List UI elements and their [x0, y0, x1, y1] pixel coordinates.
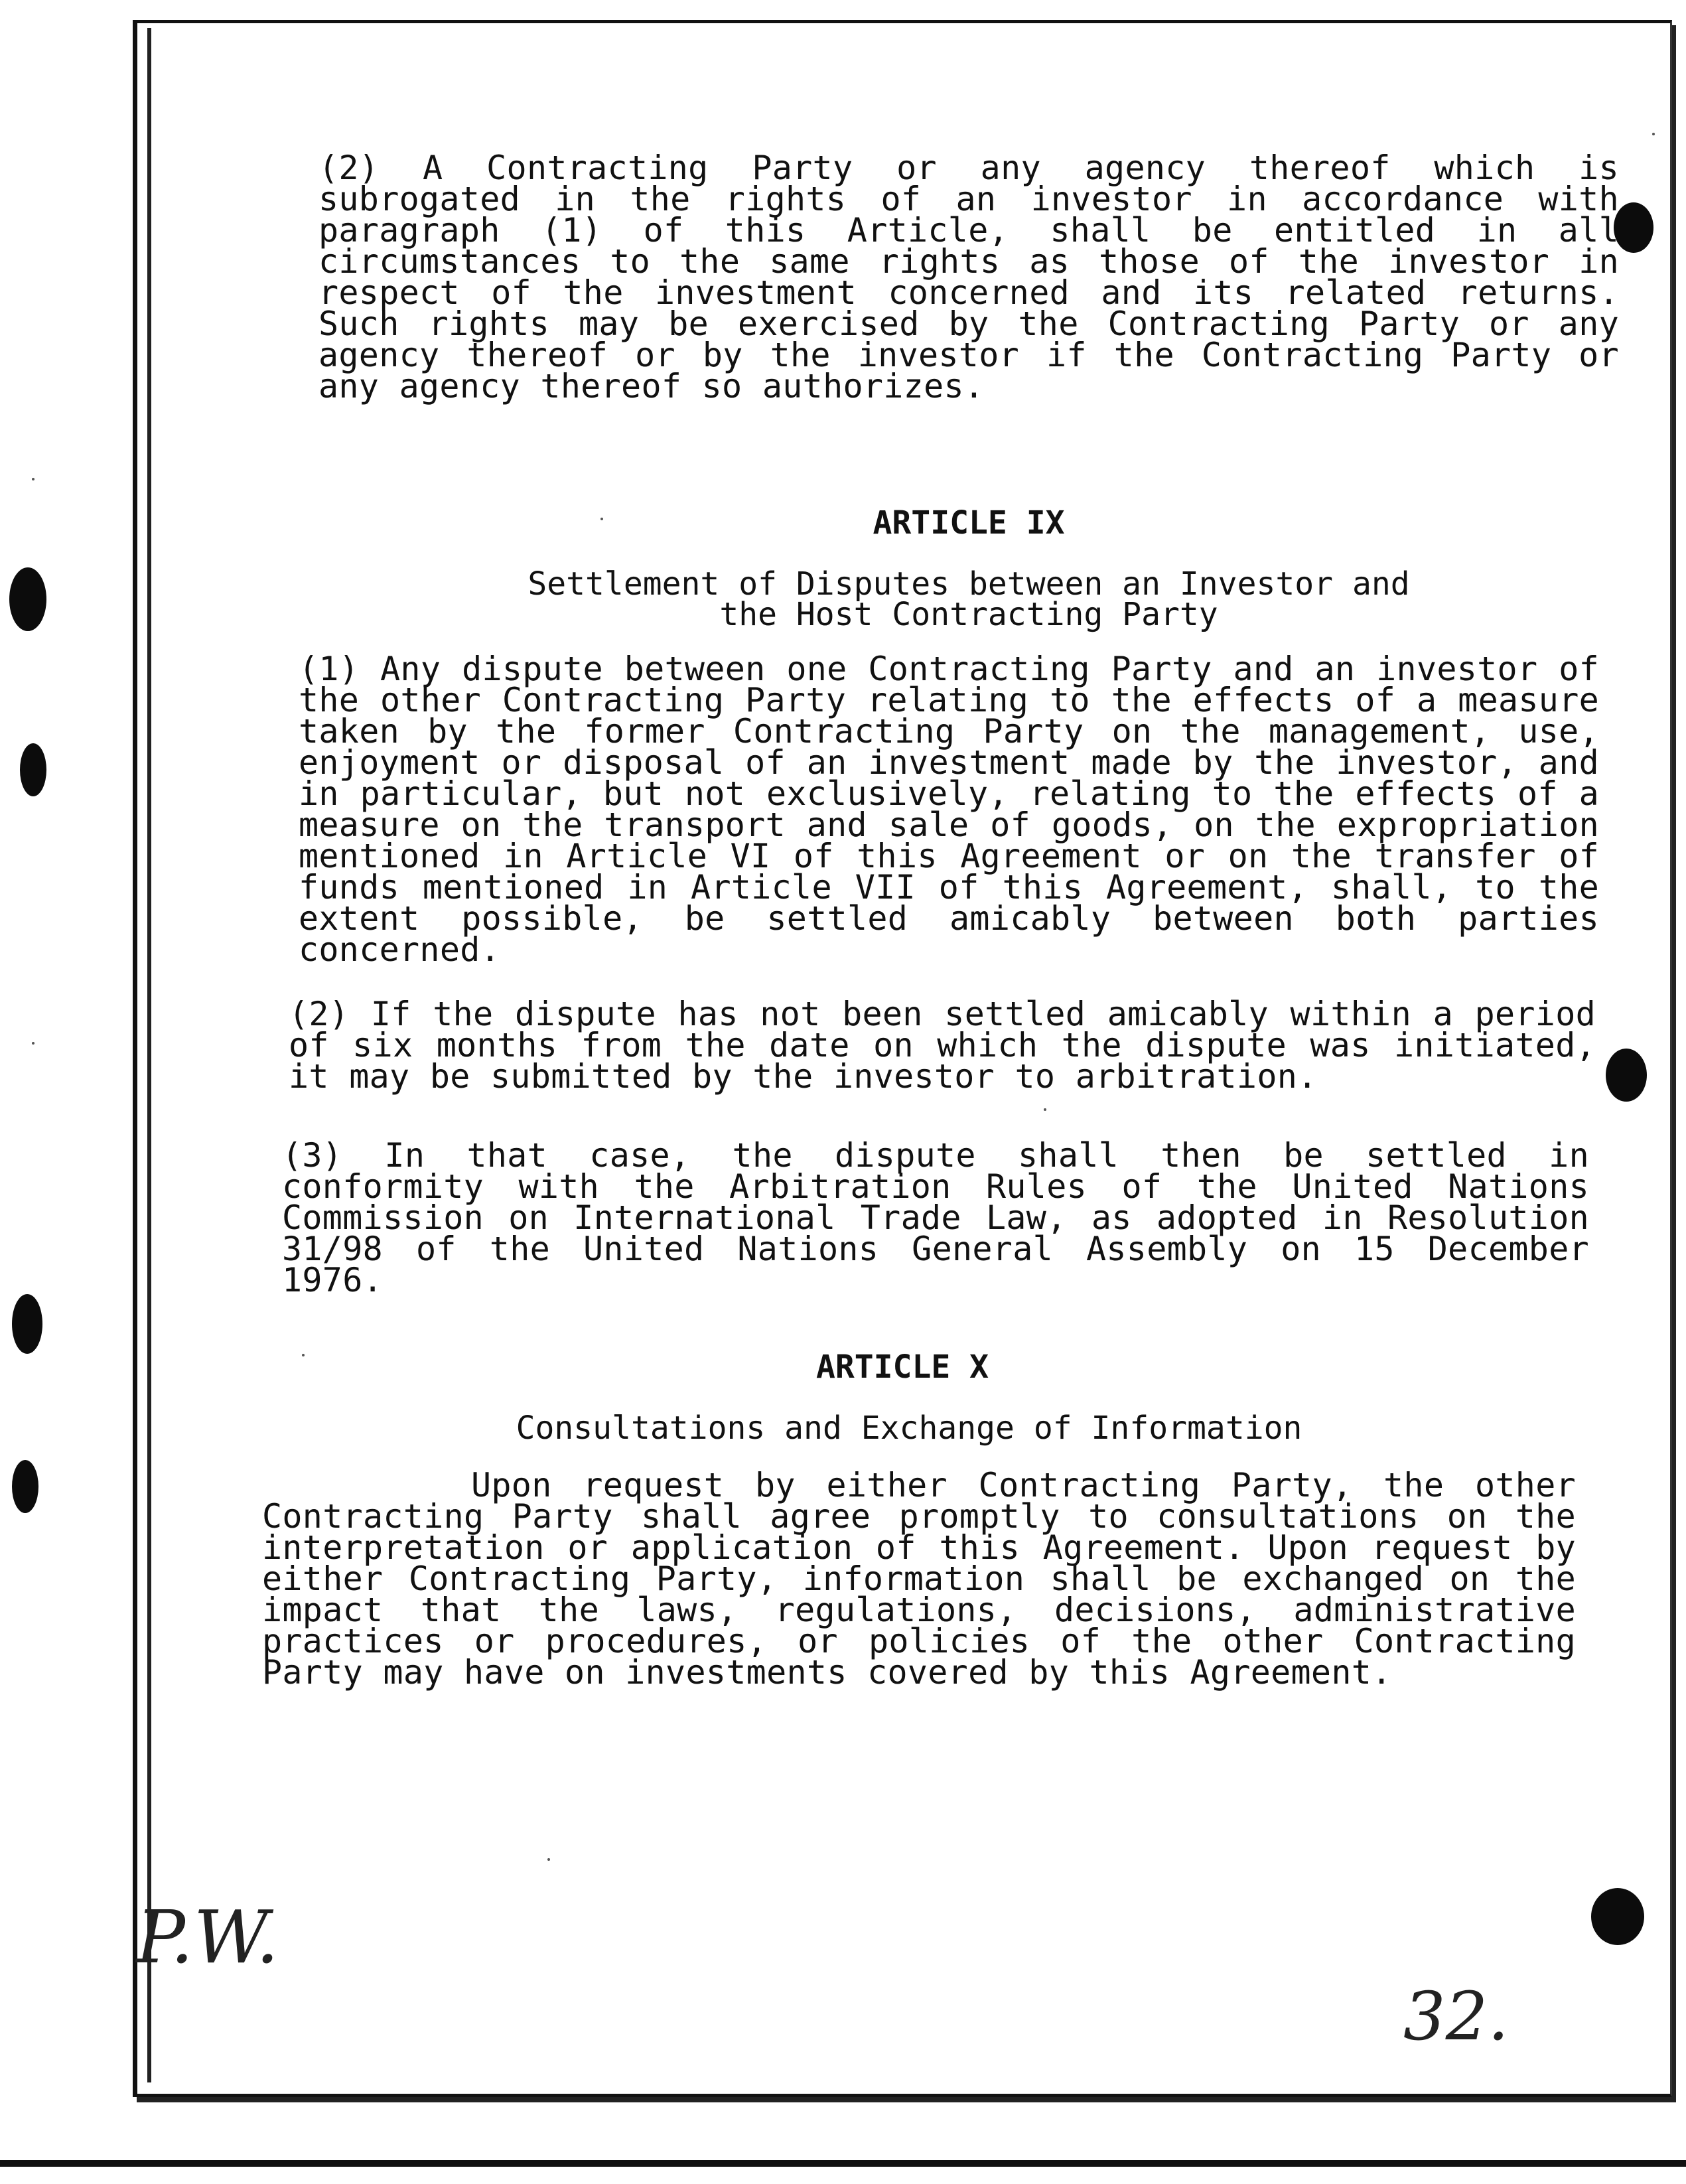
punch-hole-right-3: [1591, 1888, 1644, 1945]
article-ix-paragraph-1: (1) Any dispute between one Contracting Party and an investor of the other Contracting Party relating to the effects of a measure taken by the former Contracting Party on the management, use, enjoyment or disposal of an investment made by the investor, and in particular, but not exclusively, relating to the effects of a measure on the transport and sale of goods, on the expropriation mentioned in Article VI of this Agreement or on the transfer of funds mentioned in Article VII of this Agreement, shall, to the extent possible, be settled amicably between both parties concerned.: [299, 650, 1599, 969]
scan-speck: [600, 518, 603, 520]
article-ix-paragraph-2: (2) If the dispute has not been settled amicably within a period of six months from the date on which the dispute was initiated, it may be submitted by the investor to arbitration.: [289, 995, 1596, 1096]
article-ix-subtitle-line2: the Host Contracting Party: [719, 596, 1218, 633]
punch-hole-left-3: [12, 1294, 42, 1354]
article-x-subtitle: Consultations and Exchange of Information: [516, 1410, 1302, 1447]
scan-bottom-edge: [0, 2160, 1686, 2167]
page-number-handwritten: 32.: [1403, 1978, 1510, 2055]
punch-hole-left-1: [9, 567, 46, 631]
scan-speck: [302, 1354, 305, 1356]
article-ix-subtitle-line1: Settlement of Disputes between an Investor and: [527, 565, 1410, 603]
punch-hole-left-2: [20, 743, 46, 796]
article-x-paragraph-text: Upon request by either Contracting Party, the other Contracting Party shall agree promptly to consultations on the interpretation or application of this Agreement. Upon request by either Contracting Party, information shall be exchanged on the impact that the laws, regulations, decisions, administrative practices or procedures, or policies of the other Contracting Party may have on investments covered by this Agreement.: [262, 1466, 1576, 1692]
article-ix-paragraph-3: (3) In that case, the dispute shall then be settled in conformity with the Arbitration Rules of the United Nations Commission on International Trade Law, as adopted in Resolution 31/98 of the United Nations General Assembly on 15 December 1976.: [282, 1136, 1589, 1299]
scan-speck: [1652, 133, 1655, 135]
scan-speck: [547, 1858, 550, 1861]
article-ix-title: ARTICLE IX: [873, 504, 1065, 542]
scan-speck: [32, 1042, 35, 1045]
frame-inner-line: [147, 28, 151, 2082]
article-x-title: ARTICLE X: [815, 1348, 989, 1386]
punch-hole-right-1: [1614, 202, 1653, 253]
initials-handwritten: P.W.: [136, 1895, 279, 1980]
scan-speck: [1044, 1108, 1046, 1111]
paragraph-subrogation: (2) A Contracting Party or any agency thereof which is subrogated in the rights of an investor in accordance with paragraph (1) of this Article, shall be entitled in all circumstances to the same rights as those of the investor in respect of the investment concerned and its related returns. Such rights may be exercised by the Contracting Party or any agency thereof or by the investor if the Contracting Party or any agency thereof so authorizes.: [318, 149, 1619, 405]
scan-speck: [32, 478, 35, 480]
punch-hole-left-4: [12, 1460, 38, 1513]
punch-hole-right-2: [1606, 1049, 1647, 1102]
article-x-paragraph: [262, 1466, 1576, 1692]
